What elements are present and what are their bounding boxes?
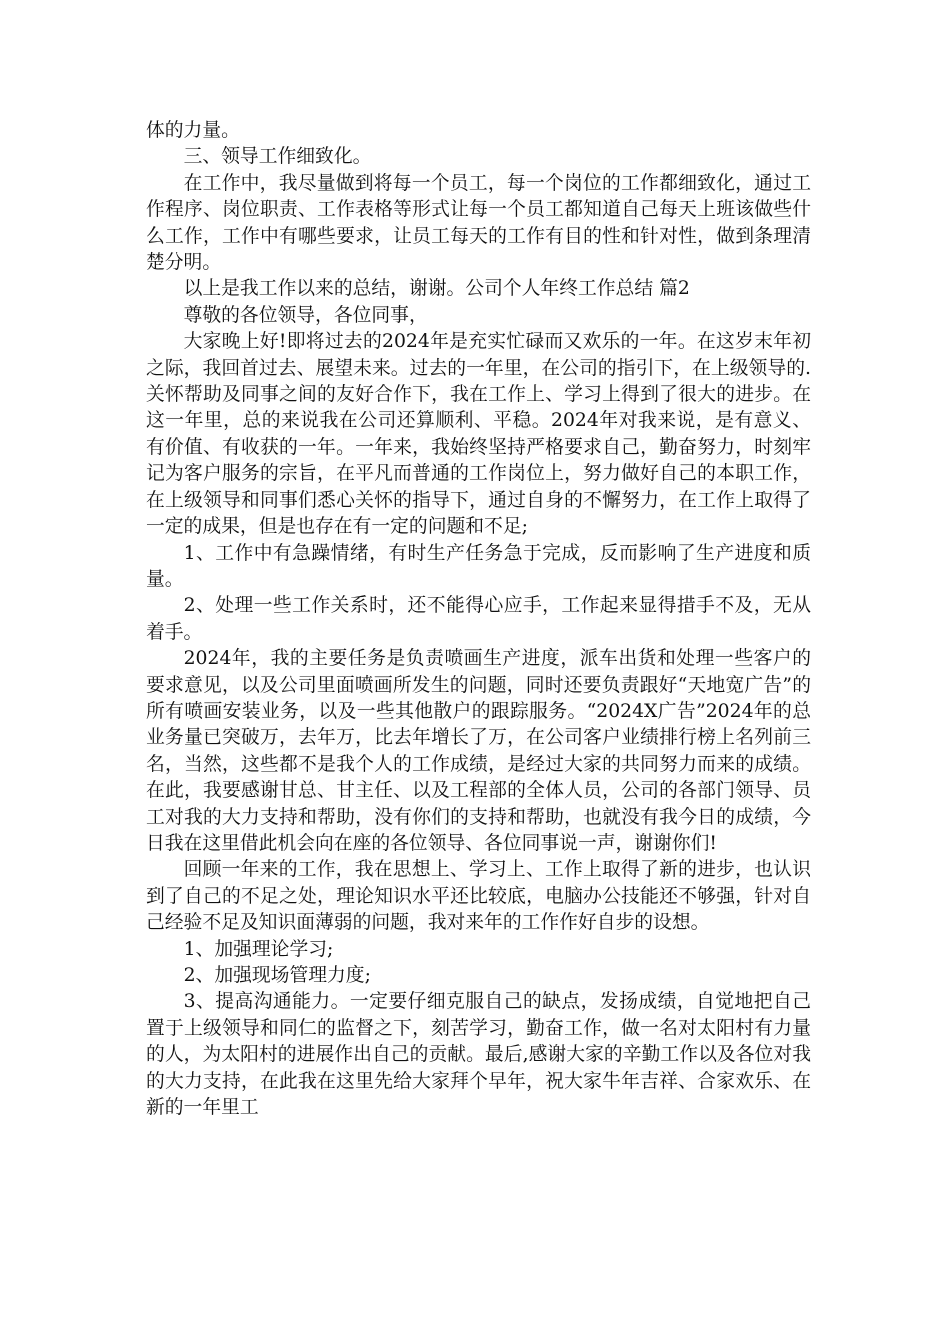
list-item: 1、工作中有急躁情绪，有时生产任务急于完成，反而影响了生产进度和质量。 [146,542,811,590]
list-item: 2、加强现场管理力度; [183,965,371,986]
paragraph: 大家晚上好!即将过去的2024年是充实忙碌而又欢乐的一年。在这岁末年初之际，我回首过去、展望未来。过去的一年里，在公司的指引下，在上级领导的.关怀帮助及同事之间的友好合作下，我在工作上、学习上得到了很大的进步。在这一年里，总的来说我在公司还算顺利、平稳。2024年对我来说，是有意义、有价值、有收获的一年。一年来，我始终坚持严格要求自己，勤奋努力，时刻牢记为客户服务的宗旨，在平凡而普通的工作岗位上，努力做好自己的本职工作，在上级领导和同事们悉心关怀的指导下，通过自身的不懈努力，在工作上取得了一定的成果，但是也存在有一定的问题和不足; [146,331,811,538]
section-heading: 三、领导工作细致化。 [183,146,372,168]
list-item: 3、提高沟通能力。一定要仔细克服自己的缺点，发扬成绩，自觉地把自己置于上级领导和同仁的监督之下，刻苦学习，勤奋工作，做一名对太阳村有力量的人，为太阳村的进展作出自己的贡献。最后,感谢大家的辛勤工作以及各位对我的大力支持，在此我在这里先给大家拜个早年，祝大家牛年吉祥、合家欢乐、在新的一年里工 [146,991,811,1119]
document-body [146,118,811,1121]
list-item: 1、加强理论学习; [183,938,334,960]
paragraph: 2024年，我的主要任务是负责喷画生产进度，派车出货和处理一些客户的要求意见，以及公司里面喷画所发生的问题，同时还要负责跟好“天地宽广告”的所有喷画安装业务，以及一些其他散户的跟踪服务。“2024X广告”2024年的总业务量已突破万，去年万，比去年增长了万，在公司客户业绩排行榜上名列前三名，当然，这些都不是我个人的工作成绩，是经过大家的共同努力而来的成绩。在此，我要感谢甘总、甘主任、以及工程部的全体人员，公司的各部门领导、员工对我的大力支持和帮助，没有你们的支持和帮助，也就没有我今日的成绩，今日我在这里借此机会向在座的各位领导、各位同事说一声，谢谢你们! [146,648,811,854]
paragraph: 以上是我工作以来的总结，谢谢。公司个人年终工作总结 篇2 [183,278,690,300]
salutation: 尊敬的各位领导，各位同事， [183,304,428,326]
paragraph: 在工作中，我尽量做到将每一个员工，每一个岗位的工作都细致化，通过工作程序、岗位职责、工作表格等形式让每一个员工都知道自己每天上班该做些什么工作，工作中有哪些要求，让员工每天的工作有目的性和针对性，做到条理清楚分明。 [146,172,811,274]
paragraph: 回顾一年来的工作，我在思想上、学习上、工作上取得了新的进步，也认识到了自己的不足之处，理论知识水平还比较底，电脑办公技能还不够强，针对自己经验不足及知识面薄弱的问题，我对来年的工作作好自步的设想。 [146,859,811,934]
list-item: 2、处理一些工作关系时，还不能得心应手，工作起来显得措手不及，无从着手。 [146,595,811,643]
paragraph: 体的力量。 [146,120,240,141]
